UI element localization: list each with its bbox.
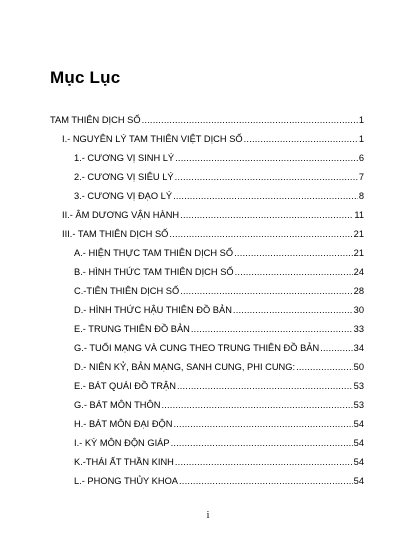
toc-leader [233,304,353,316]
toc-entry-label: D.- HÌNH THỨC HẬU THIÊN ĐỒ BẢN [74,305,232,315]
toc-entry-page: 28 [353,286,364,296]
toc-entry-page: 54 [353,438,364,448]
toc-leader [171,437,353,449]
toc-entry-page: 8 [358,191,364,201]
toc-entry-label: II.- ÂM DƯƠNG VẬN HÀNH [62,210,180,220]
toc-entry-page: 54 [353,457,364,467]
page-title: Mục Lục [50,68,121,87]
toc-entry-page: 53 [353,381,364,391]
toc-entry[interactable] [74,342,364,354]
toc-leader [173,418,352,430]
toc-leader [175,171,358,183]
toc-entry[interactable] [74,247,364,259]
page-number: i [206,510,210,521]
toc-entry[interactable] [74,323,364,335]
toc-entry-label: E.- BÁT QUÁI ĐỒ TRẬN [74,381,176,391]
toc-leader [235,266,353,278]
toc-leader [320,342,352,354]
toc-entry-label: B.- HÌNH THỨC TAM THIÊN DỊCH SỐ [74,267,234,277]
toc-entry-label: G.- BÁT MÔN THÔN [74,400,161,410]
toc-leader [173,190,358,202]
toc-entry[interactable] [74,266,364,278]
toc-entry[interactable] [50,114,364,126]
toc-leader [175,456,353,468]
toc-entry-label: H.- BÁT MÔN ĐẠI ĐỘN [74,419,173,429]
toc-entry[interactable] [74,456,364,468]
toc-entry-label: L.- PHONG THỦY KHOA [74,476,179,486]
toc-entry-page: 53 [353,400,364,410]
toc-entry-page: 1 [358,134,364,144]
toc-entry[interactable] [74,190,364,202]
toc-entry[interactable] [74,437,364,449]
toc-entry-label: 2.- CƯƠNG VỊ SIÊU LÝ [74,172,174,182]
toc-leader [142,114,358,126]
toc-entry[interactable] [74,418,364,430]
toc-entry[interactable] [74,304,364,316]
toc-entry-page: 7 [358,172,364,182]
toc-entry-page: 54 [353,419,364,429]
toc-leader [177,380,353,392]
toc-entry[interactable] [74,380,364,392]
toc-entry-label: K.-THÁI ẤT THẦN KINH [74,457,174,467]
toc-entry[interactable] [62,209,364,221]
toc-leader [191,323,353,335]
toc-entry-page: 11 [354,210,364,220]
toc-leader [179,475,353,487]
toc-entry[interactable] [74,399,364,411]
toc-entry-page: 6 [358,153,364,163]
toc-entry-page: 1 [358,115,364,125]
toc-entry-label: I.- NGUYÊN LÝ TAM THIÊN VIỆT DỊCH SỐ [62,134,243,144]
toc-entry-page: 34 [353,343,364,353]
toc-entry[interactable] [62,228,364,240]
toc-entry-page: 33 [353,324,364,334]
toc-entry-label: E.- TRUNG THIÊN ĐỒ BẢN [74,324,190,334]
toc-entry-page: 50 [353,362,364,372]
toc-entry-label: G.- TUỔI MẠNG VÀ CUNG THEO TRUNG THIÊN ĐỒ BẢN [74,343,320,353]
toc-leader [244,133,358,145]
toc-entry-label: D.- NIÊN KỶ, BẢN MẠNG, SANH CUNG, PHI CUNG: [74,362,296,372]
toc-entry-label: 3.- CƯƠNG VỊ ĐẠO LÝ [74,191,173,201]
toc-leader [180,209,353,221]
toc-entry[interactable] [62,133,364,145]
toc-leader [169,228,352,240]
toc-entry-label: A.- HIỆN THỰC TAM THIÊN DỊCH SỐ [74,248,234,258]
toc-entry-page: 30 [353,305,364,315]
toc-leader [180,285,352,297]
toc-leader [161,399,352,411]
toc-entry-label: I.- KỲ MÔN ĐỘN GIÁP [74,438,170,448]
toc-entry-label: III.- TAM THIÊN DỊCH SỐ [62,229,169,239]
toc-entry-label: C.-TIÊN THIÊN DỊCH SỐ [74,286,180,296]
toc-entry-page: 21 [353,229,364,239]
toc-entry-page: 24 [353,267,364,277]
toc-entry-label: 1.- CƯƠNG VỊ SINH LÝ [74,153,175,163]
toc-entry[interactable] [74,475,364,487]
toc-entry[interactable] [74,285,364,297]
toc-entry[interactable] [74,171,364,183]
toc-entry-page: 54 [353,476,364,486]
toc-entry-label: TAM THIÊN DỊCH SỐ [50,115,141,125]
toc-entry[interactable] [74,152,364,164]
toc-entry-page: 21 [353,248,364,258]
toc-leader [175,152,358,164]
toc-leader [296,361,353,373]
toc-leader [234,247,353,259]
toc-entry[interactable] [74,361,364,373]
